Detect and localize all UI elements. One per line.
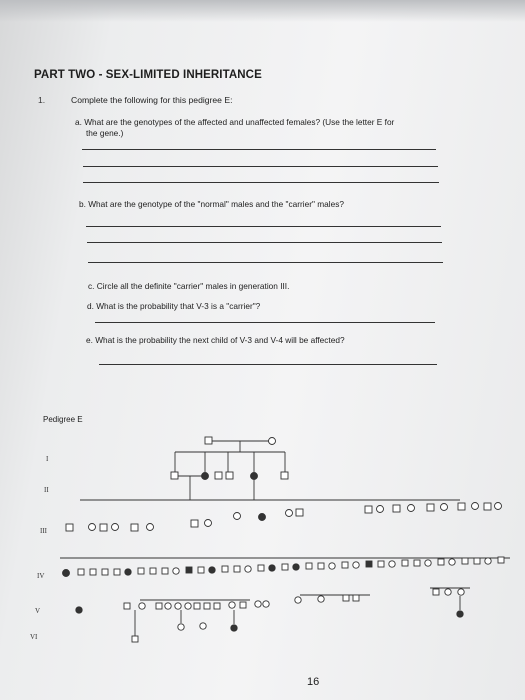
question-b: b. What are the genotype of the "normal" males and the "carrier" males? [79, 199, 344, 209]
question-e: e. What is the probability the next child of V-3 and V-4 will be affected? [86, 335, 345, 345]
question-d: d. What is the probability that V-3 is a "carrier"? [87, 301, 261, 311]
generation-label-4: IV [37, 572, 45, 580]
answer-line-b1 [86, 226, 441, 227]
question-a-line1: a. What are the genotypes of the affected and unaffected females? (Use the letter E for [75, 117, 395, 127]
pedigree-chart [0, 420, 525, 660]
generation-label-6: VI [30, 633, 38, 641]
page-shadow [0, 0, 525, 22]
answer-line-e [99, 364, 437, 365]
answer-line-a1 [82, 149, 436, 150]
question-intro: Complete the following for this pedigree E: [71, 95, 233, 105]
section-title: PART TWO - SEX-LIMITED INHERITANCE [34, 69, 262, 81]
answer-line-b3 [88, 262, 443, 263]
answer-line-b2 [87, 242, 442, 243]
answer-line-a3 [83, 182, 439, 183]
answer-line-d [95, 322, 435, 323]
question-a-line2: the gene.) [86, 128, 124, 138]
generation-label-3: III [40, 527, 47, 535]
answer-line-a2 [83, 166, 438, 167]
pedigree-label: Pedigree E [43, 415, 83, 424]
question-c: c. Circle all the definite "carrier" males in generation III. [88, 281, 290, 291]
question-number: 1. [38, 95, 46, 105]
page-number: 16 [307, 676, 320, 688]
generation-label-1: I [46, 455, 49, 463]
generation-label-5: V [35, 607, 41, 615]
generation-label-2: II [44, 486, 49, 494]
